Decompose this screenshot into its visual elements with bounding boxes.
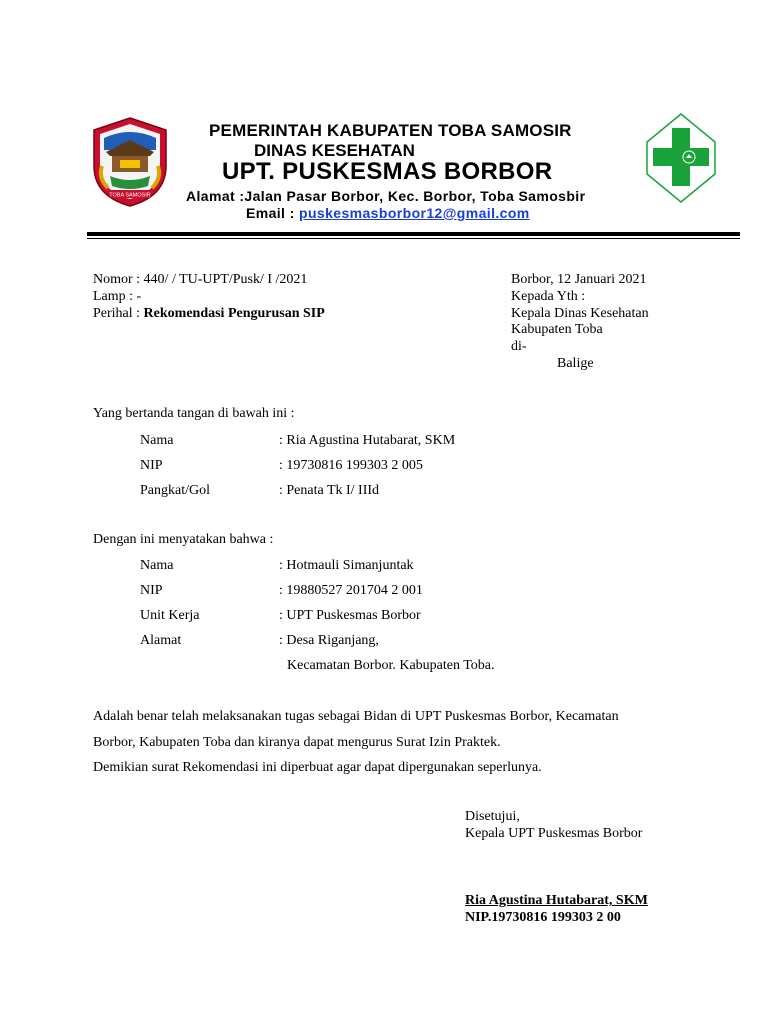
header-divider-thick xyxy=(87,232,740,236)
signer-name: Ria Agustina Hutabarat, SKM xyxy=(465,893,648,908)
subject-value-unit: : UPT Puskesmas Borbor xyxy=(279,608,421,623)
letter-subject-line xyxy=(93,305,325,322)
recipient-line-1: Kepala Dinas Kesehatan xyxy=(511,306,649,321)
intro-signer: Yang bertanda tangan di bawah ini : xyxy=(93,406,295,421)
header-email-line xyxy=(246,205,530,221)
svg-text:TOBA SAMOSIR: TOBA SAMOSIR xyxy=(109,192,151,199)
statement-line-1: Adalah benar telah melaksanakan tugas sebagai Bidan di UPT Puskesmas Borbor, Kecamatan xyxy=(93,709,619,724)
header-divider-thin xyxy=(87,238,740,239)
subject-address-continued: Kecamatan Borbor. Kabupaten Toba. xyxy=(287,658,495,673)
letter-attachment: Lamp : - xyxy=(93,289,142,304)
signer-nip: NIP.19730816 199303 2 00 xyxy=(465,910,621,925)
recipient-di: di- xyxy=(511,339,527,354)
subject-value-nip: : 19880527 201704 2 001 xyxy=(279,583,423,598)
signer-value-rank: : Penata Tk I/ IIId xyxy=(279,483,380,498)
signer-value-name: : Ria Agustina Hutabarat, SKM xyxy=(279,433,456,448)
recipient-place: Balige xyxy=(557,356,594,371)
approval-label: Disetujui, xyxy=(465,809,520,824)
closing-statement: Demikian surat Rekomendasi ini diperbuat agar dapat dipergunakan seperlunya. xyxy=(93,760,542,775)
signer-position: Kepala UPT Puskesmas Borbor xyxy=(465,826,643,841)
letter-date: Borbor, 12 Januari 2021 xyxy=(511,272,647,287)
subject-label-unit: Unit Kerja xyxy=(140,608,200,623)
subject-label-name: Nama xyxy=(140,558,174,573)
subject-label-nip: NIP xyxy=(140,583,163,598)
recipient-salutation: Kepada Yth : xyxy=(511,289,586,304)
subject-value-address: : Desa Riganjang, xyxy=(279,633,379,648)
recipient-line-2: Kabupaten Toba xyxy=(511,322,603,337)
puskesmas-green-cross-icon xyxy=(645,112,717,204)
signer-label-rank: Pangkat/Gol xyxy=(140,483,210,498)
header-government-line: PEMERINTAH KABUPATEN TOBA SAMOSIR xyxy=(209,121,572,140)
signer-label-name: Nama xyxy=(140,433,174,448)
email-label: Email : xyxy=(246,205,299,221)
statement-line-2: Borbor, Kabupaten Toba dan kiranya dapat mengurus Surat Izin Praktek. xyxy=(93,735,501,750)
signer-label-nip: NIP xyxy=(140,458,163,473)
signer-value-nip: : 19730816 199303 2 005 xyxy=(279,458,423,473)
toba-samosir-regency-seal-icon xyxy=(90,116,170,208)
header-department-line: DINAS KESEHATAN xyxy=(254,141,415,160)
header-address: Alamat :Jalan Pasar Borbor, Kec. Borbor, Toba Samosbir xyxy=(186,188,586,204)
subject-label: Perihal : xyxy=(93,306,144,321)
header-institution-title: UPT. PUSKESMAS BORBOR xyxy=(222,158,553,185)
letter-number: Nomor : 440/ / TU-UPT/Pusk/ I /2021 xyxy=(93,272,308,287)
email-link[interactable]: puskesmasborbor12@gmail.com xyxy=(299,205,530,221)
subject-value: Rekomendasi Pengurusan SIP xyxy=(143,306,325,321)
subject-label-address: Alamat xyxy=(140,633,182,648)
subject-value-name: : Hotmauli Simanjuntak xyxy=(279,558,414,573)
intro-subject: Dengan ini menyatakan bahwa : xyxy=(93,532,274,547)
